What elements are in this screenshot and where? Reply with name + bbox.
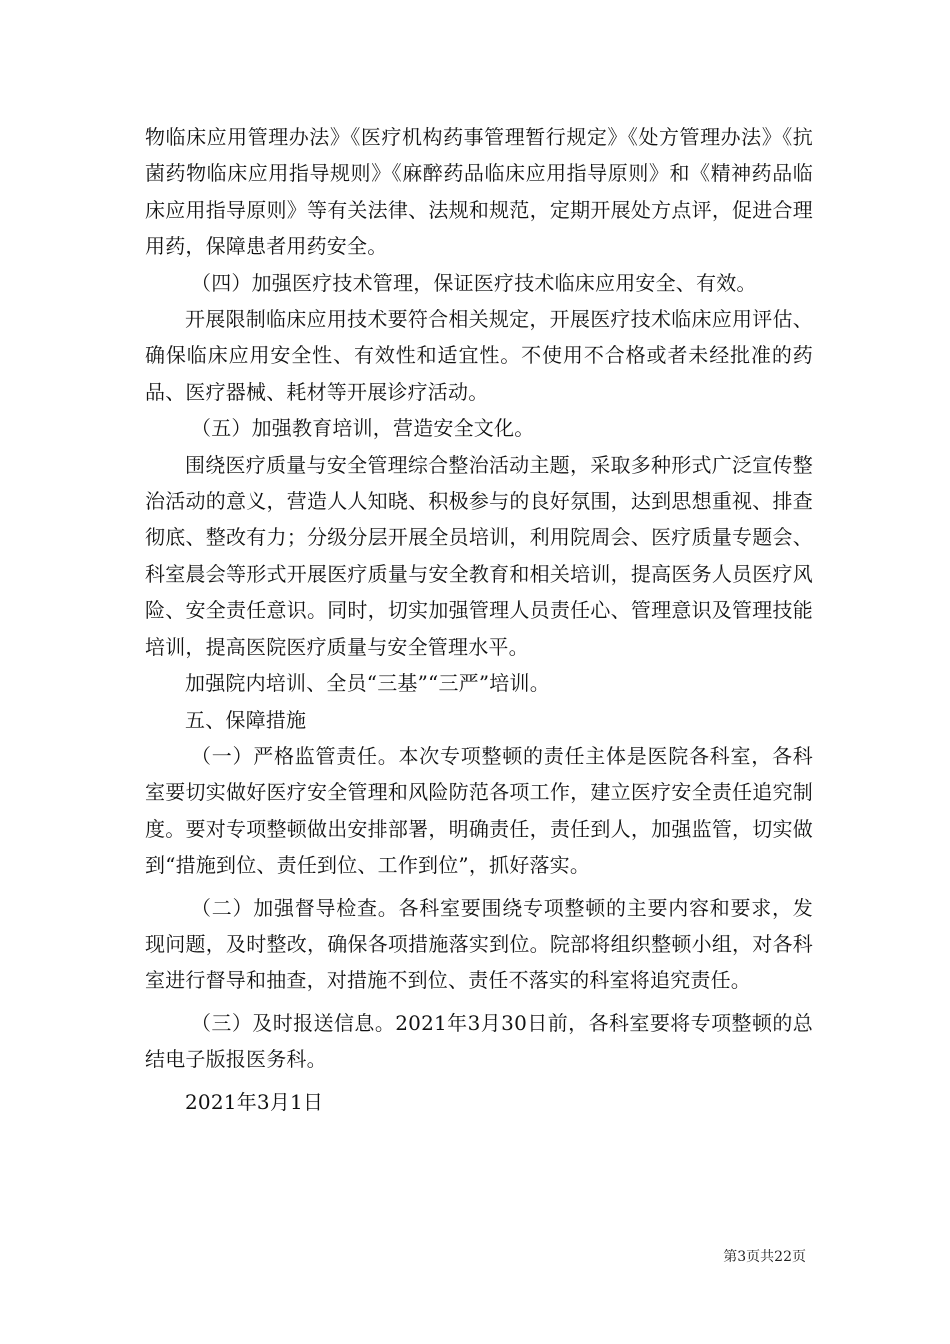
paragraph-education-training: 围绕医疗质量与安全管理综合整治活动主题，采取多种形式广泛宣传整治活动的意义，营造人人知晓、积极参与的良好氛围，达到思想重视、排查彻底、整改有力；分级分层开展全员培训，利用院周会、医疗质量专题会、科室晨会等形式开展医疗质量与安全教育和相关培训，提高医务人员医疗风险、安全责任意识。同时，切实加强管理人员责任心、管理意识及管理技能培训，提高医院医疗质量与安全管理水平。 bbox=[145, 452, 813, 659]
heading-section-5: （五）加强教育培训，营造安全文化。 bbox=[191, 416, 535, 441]
paragraph-reporting: （三）及时报送信息。2021年3月30日前，各科室要将专项整顿的总结电子版报医务科。 bbox=[145, 1010, 813, 1072]
paragraph-internal-training: 加强院内培训、全员“三基”“三严”培训。 bbox=[185, 671, 550, 696]
paragraph-regulations-continued: 物临床应用管理办法》《医疗机构药事管理暂行规定》《处方管理办法》《抗菌药物临床应用指导规则》《麻醉药品临床应用指导原则》和《精神药品临床应用指导原则》等有关法律、法规和规范，定期开展处方点评，促进合理用药，保障患者用药安全。 bbox=[145, 125, 813, 259]
paragraph-supervision-responsibility: （一）严格监管责任。本次专项整顿的责任主体是医院各科室，各科室要切实做好医疗安全管理和风险防范各项工作，建立医疗安全责任追究制度。要对专项整顿做出安排部署，明确责任，责任到人，加强监管，切实做到“措施到位、责任到位、工作到位”，抓好落实。 bbox=[145, 743, 813, 878]
page-number: 第3页共22页 bbox=[723, 1249, 806, 1265]
document-body bbox=[145, 119, 813, 1120]
document-date: 2021年3月1日 bbox=[185, 1089, 324, 1114]
heading-safeguard-measures: 五、保障措施 bbox=[185, 707, 307, 732]
paragraph-inspection: （二）加强督导检查。各科室要围绕专项整顿的主要内容和要求，发现问题，及时整改，确保各项措施落实到位。院部将组织整顿小组，对各科室进行督导和抽查，对措施不到位、责任不落实的科室将追究责任。 bbox=[145, 895, 813, 993]
paragraph-medical-technology: 开展限制临床应用技术要符合相关规定，开展医疗技术临床应用评估、确保临床应用安全性、有效性和适宜性。不使用不合格或者未经批准的药品、医疗器械、耗材等开展诊疗活动。 bbox=[145, 307, 813, 404]
heading-section-4: （四）加强医疗技术管理，保证医疗技术临床应用安全、有效。 bbox=[191, 270, 757, 295]
